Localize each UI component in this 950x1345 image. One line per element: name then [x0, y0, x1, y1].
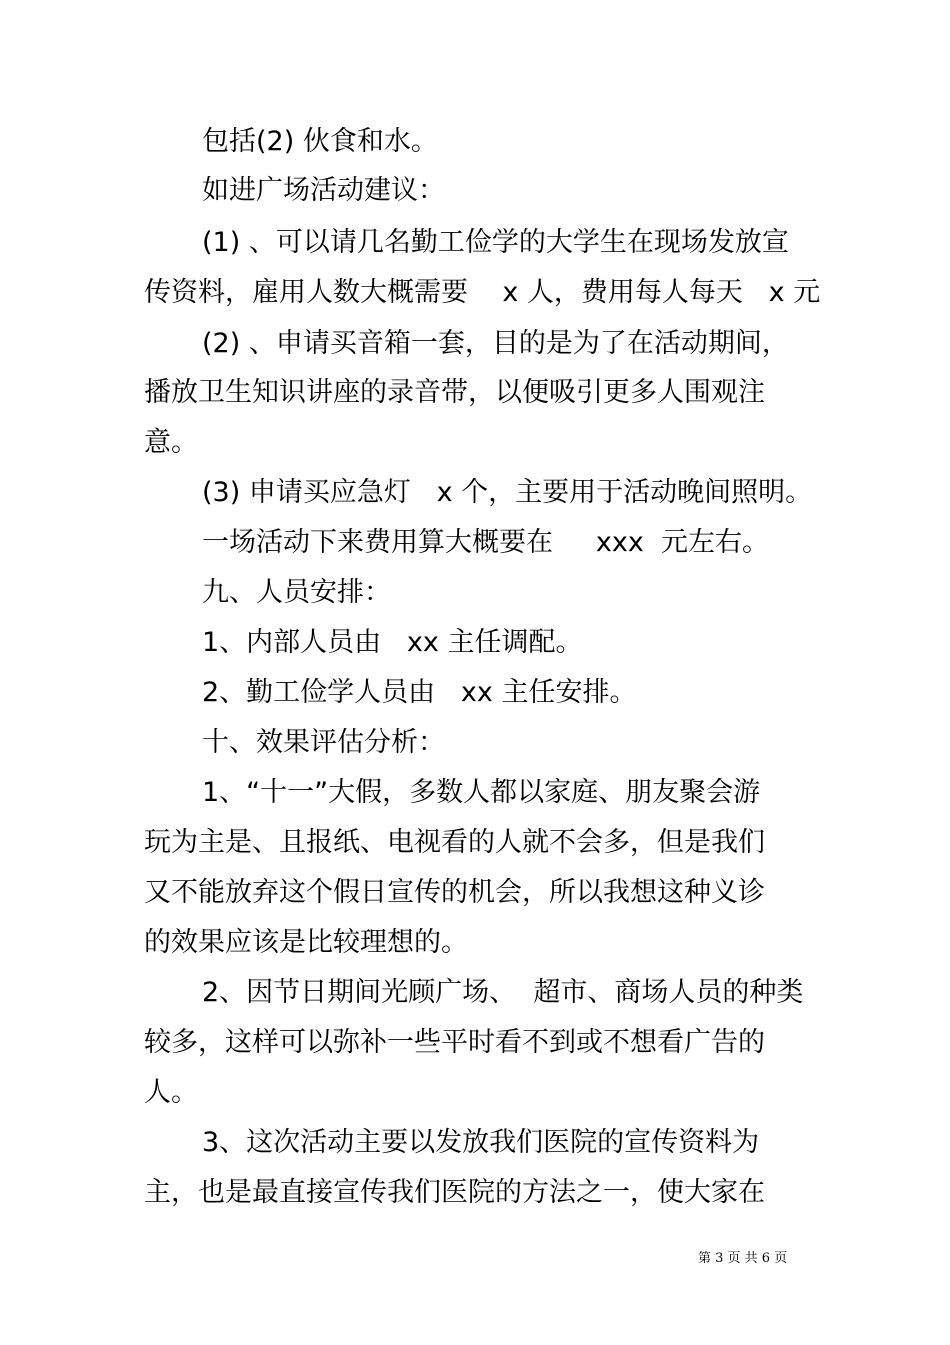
text-line: 2、勤工俭学人员由 xx 主任安排。	[202, 677, 637, 708]
text-line: 如进广场活动建议：	[202, 175, 445, 206]
text-line: 1、内部人员由 xx 主任调配。	[202, 627, 583, 658]
text-line: 3、这次活动主要以发放我们医院的宣传资料为	[202, 1127, 760, 1158]
text-line: 1、“十一”大假，多数人都以家庭、朋友聚会游	[202, 777, 761, 808]
text-line: (2) 、申请买音箱一套，目的是为了在活动期间，	[202, 328, 789, 359]
text-line: 播放卫生知识讲座的录音带，以便吸引更多人围观注	[144, 377, 765, 408]
text-line: 又不能放弃这个假日宣传的机会，所以我想这种义诊	[144, 877, 765, 908]
text-line: 包括(2) 伙食和水。	[202, 126, 438, 157]
text-line: 人。	[144, 1077, 198, 1108]
text-line: 较多，这样可以弥补一些平时看不到或不想看广告的	[144, 1027, 765, 1058]
page-number-footer: 第 3 页 共 6 页	[698, 1251, 788, 1266]
text-line: 传资料，雇用人数大概需要 x 人，费用每人每天 x 元	[144, 277, 821, 308]
text-line: 意。	[144, 427, 198, 458]
text-line: 主，也是最直接宣传我们医院的方法之一，使大家在	[144, 1177, 765, 1208]
text-line: (1) 、可以请几名勤工俭学的大学生在现场发放宣	[202, 227, 789, 258]
text-line: 玩为主是、且报纸、电视看的人就不会多，但是我们	[144, 827, 765, 858]
text-line: 一场活动下来费用算大概要在 xxx 元左右。	[202, 527, 770, 558]
section-heading: 十、效果评估分析：	[202, 727, 445, 758]
text-line: 的效果应该是比较理想的。	[144, 927, 468, 958]
text-line: (3) 申请买应急灯 x 个，主要用于活动晚间照明。	[202, 477, 813, 508]
text-line: 2、因节日期间光顾广场、 超市、商场人员的种类	[202, 977, 804, 1008]
section-heading: 九、人员安排：	[202, 577, 391, 608]
